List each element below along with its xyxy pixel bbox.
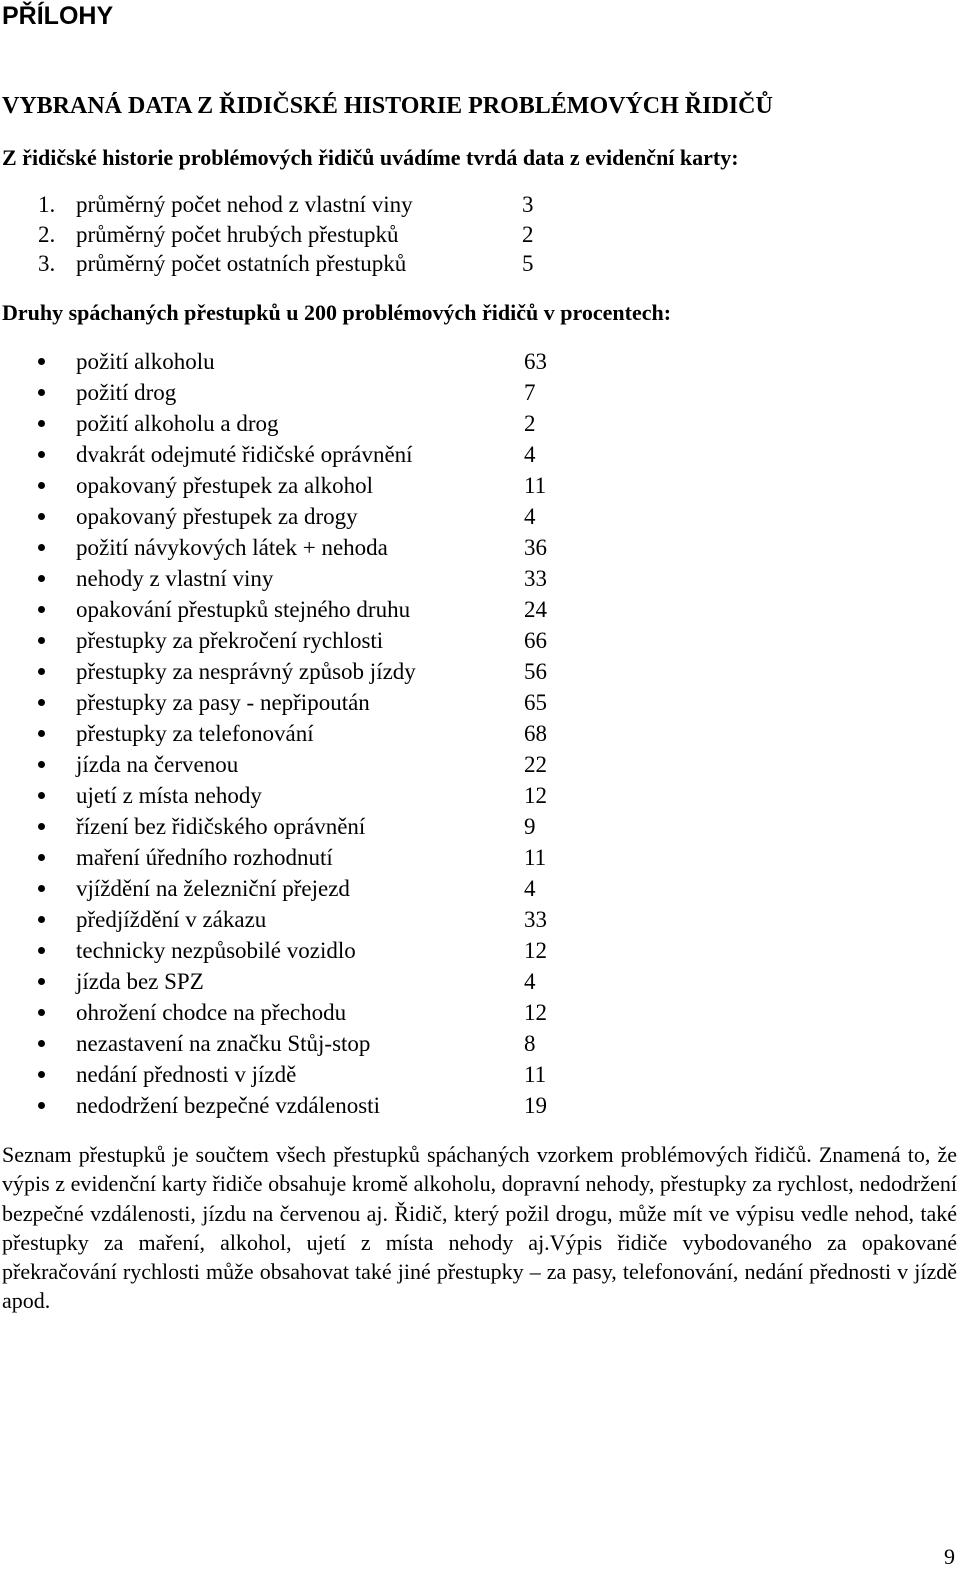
stats-item-label: průměrný počet nehod z vlastní viny [76, 192, 413, 217]
bullet-icon [38, 1009, 45, 1016]
offense-label: řízení bez řidičského oprávnění [76, 814, 366, 839]
offense-value: 12 [524, 1000, 547, 1025]
offense-value: 12 [524, 783, 547, 808]
offense-value: 63 [524, 349, 547, 374]
offense-label: jízda na červenou [76, 752, 239, 777]
offense-value: 22 [524, 752, 547, 777]
stats-item-number: 3. [38, 251, 56, 276]
bullet-icon [38, 978, 45, 985]
offense-value: 65 [524, 690, 547, 715]
offense-label: opakovaný přestupek za alkohol [76, 473, 373, 498]
bullet-icon [38, 823, 45, 830]
offense-label: vjíždění na železniční přejezd [76, 876, 350, 901]
offense-value: 19 [524, 1093, 547, 1118]
bullet-icon [38, 699, 45, 706]
bullet-icon [38, 854, 45, 861]
offense-value: 4 [524, 876, 536, 901]
bullet-icon [38, 947, 45, 954]
offense-label: požití alkoholu a drog [76, 411, 279, 436]
offense-label: opakování přestupků stejného druhu [76, 597, 411, 622]
bullet-icon [38, 451, 45, 458]
stats-item [38, 190, 534, 220]
stats-item-number: 1. [38, 192, 56, 217]
offense-value: 2 [524, 411, 536, 436]
page-number: 9 [944, 1544, 955, 1569]
offense-label: požití drog [76, 380, 177, 405]
page-heading: PŘÍLOHY [2, 2, 114, 30]
offense-label: opakovaný přestupek za drogy [76, 504, 358, 529]
offense-label: nezastavení na značku Stůj-stop [76, 1031, 371, 1056]
offense-heading: Druhy spáchaných přestupků u 200 problémových řidičů v procentech: [2, 300, 672, 325]
offense-label: nedodržení bezpečné vzdálenosti [76, 1093, 380, 1118]
offense-value: 33 [524, 566, 547, 591]
offense-value: 12 [524, 938, 547, 963]
bullet-icon [38, 1071, 45, 1078]
offense-value: 24 [524, 597, 547, 622]
offense-label: maření úředního rozhodnutí [76, 845, 333, 870]
offense-value: 8 [524, 1031, 536, 1056]
offense-label: požití návykových látek + nehoda [76, 535, 388, 560]
bullet-icon [38, 482, 45, 489]
bullet-icon [38, 358, 45, 365]
offense-label: nehody z vlastní viny [76, 566, 274, 591]
stats-item [38, 220, 534, 250]
bullet-icon [38, 544, 45, 551]
offense-value: 11 [524, 473, 547, 498]
offense-value: 9 [524, 814, 536, 839]
stats-item-number: 2. [38, 221, 56, 247]
bullet-icon [38, 420, 45, 427]
bullet-icon [38, 513, 45, 520]
bullet-icon [38, 916, 45, 923]
offense-label: přestupky za telefonování [76, 721, 314, 746]
bullet-icon [38, 885, 45, 892]
offense-label: jízda bez SPZ [76, 969, 204, 994]
offense-value: 4 [524, 504, 536, 529]
offense-value: 4 [524, 969, 536, 994]
offense-value: 11 [524, 845, 547, 870]
offense-value: 33 [524, 907, 547, 932]
bullet-icon [38, 389, 45, 396]
bullet-icon [38, 730, 45, 737]
offense-value: 68 [524, 721, 547, 746]
offense-label: předjíždění v zákazu [76, 907, 267, 932]
offense-label: ohrožení chodce na přechodu [76, 1000, 347, 1025]
offense-label: dvakrát odejmuté řidičské oprávnění [76, 442, 413, 467]
bullet-icon [38, 1040, 45, 1047]
offense-value: 36 [524, 535, 547, 560]
bullet-icon [38, 1102, 45, 1109]
bullet-icon [38, 792, 45, 799]
stats-item-value: 5 [522, 251, 534, 276]
offense-value: 56 [524, 659, 547, 684]
offense-label: ujetí z místa nehody [76, 783, 262, 808]
intro-text: Z řidičské historie problémových řidičů uvádíme tvrdá data z evidenční karty: [2, 145, 739, 170]
bullet-icon [38, 606, 45, 613]
offense-label: požití alkoholu [76, 349, 215, 374]
offense-label: přestupky za nesprávný způsob jízdy [76, 659, 416, 684]
offense-value: 4 [524, 442, 536, 467]
section-title: VYBRANÁ DATA Z ŘIDIČSKÉ HISTORIE PROBLÉMOVÝCH ŘIDIČŮ [2, 93, 773, 119]
offense-value: 66 [524, 628, 547, 653]
bullet-icon [38, 668, 45, 675]
bullet-icon [38, 575, 45, 582]
stats-item [38, 249, 534, 279]
offense-value: 7 [524, 380, 536, 405]
summary-paragraph: Seznam přestupků je součtem všech přestupků spáchaných vzorkem problémových řidičů. Znamená to, že výpis z evidenční karty řidiče obsahuje kromě alkoholu, dopravní nehody, přestupky za rychlost, nedodržení bezpečné vzdálenosti, jízdu na červenou aj. Řidič, který požil drogu, může mít ve výpisu vedle nehod, také přestupky za maření, alkohol, ujetí z místa nehody aj.Výpis řidiče vybodovaného za opakované překračování rychlosti může obsahovat také jiné přestupky – za pasy, telefonování, nedání přednosti v jízdě apod. [2, 1142, 957, 1314]
offense-label: přestupky za pasy - nepřipoután [76, 690, 370, 715]
stats-item-label: průměrný počet ostatních přestupků [76, 251, 407, 276]
stats-item-value: 2 [522, 221, 534, 247]
stats-item-value: 3 [522, 192, 534, 217]
bullet-icon [38, 761, 45, 768]
bullet-icon [38, 637, 45, 644]
offense-label: technicky nezpůsobilé vozidlo [76, 938, 356, 963]
stats-item-label: průměrný počet hrubých přestupků [76, 221, 399, 247]
stats-list [38, 190, 534, 279]
offense-value: 11 [524, 1062, 547, 1087]
offense-label: nedání přednosti v jízdě [76, 1062, 297, 1087]
offense-label: přestupky za překročení rychlosti [76, 628, 384, 653]
